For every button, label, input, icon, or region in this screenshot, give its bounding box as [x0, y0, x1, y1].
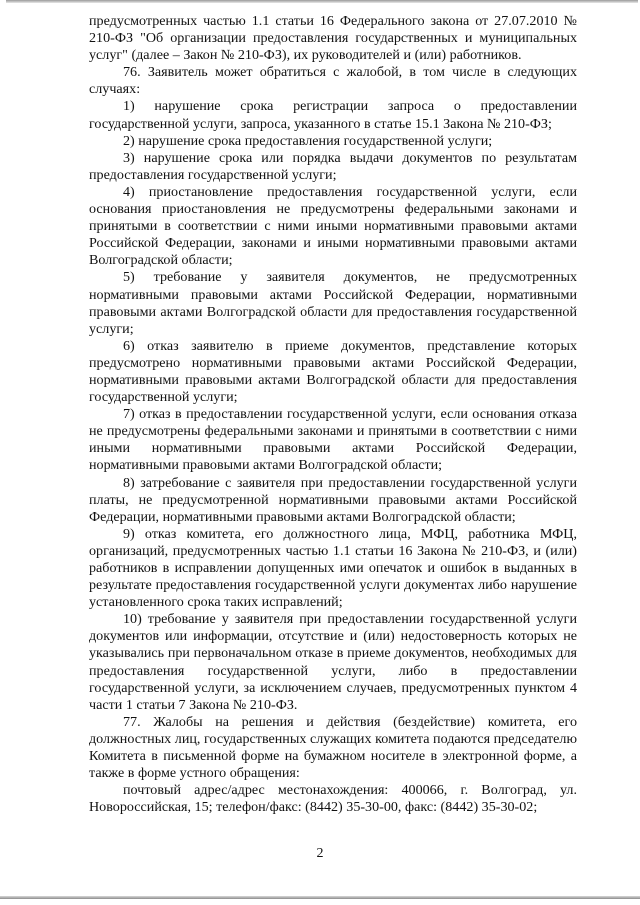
paragraph-10: 8) затребование с заявителя при предоставлении государственной услуги платы, не предусмотренной нормативными правовыми актами Российской Федерации, нормативными правовыми актами Волгоградской области;	[89, 474, 577, 525]
paragraph-8: 6) отказ заявителю в приеме документов, представление которых предусмотрено нормативными правовыми актами Российской Федерации, нормативными правовыми актами Волгоградской области для предоставления государственной услуги;	[89, 337, 577, 406]
paragraph-12: 10) требование у заявителя при предоставлении государственной услуги документов или информации, отсутствие и (или) недостоверность которых не указывались при первоначальном отказе в приеме документов, необходимых для предоставления государственной услуги, либо в предоставлении государственной услуги, за исключением случаев, предусмотренных пунктом 4 части 1 статьи 7 Закона № 210-ФЗ.	[89, 611, 577, 713]
paragraph-4: 2) нарушение срока предоставления государственной услуги;	[123, 132, 493, 149]
paragraph-7: 5) требование у заявителя документов, не предусмотренных нормативными правовыми актами Российской Федерации, нормативными правовыми актами Волгоградской области для предоставления государственной услуги;	[89, 269, 577, 337]
paragraph-5: 3) нарушение срока или порядка выдачи документов по результатам предоставления государственной услуги;	[89, 149, 577, 183]
paragraph-11: 9) отказ комитета, его должностного лица, МФЦ, работника МФЦ, организаций, предусмотренных частью 1.1 статьи 16 Закона № 210-ФЗ, и (или) работников в исправлении допущенных ими опечаток и ошибок в выданных в результате предоставления государственной услуги документах либо нарушение установленного срока таких исправлений;	[89, 525, 577, 611]
page-number: 2	[316, 846, 324, 861]
paragraph-3: 1) нарушение срока регистрации запроса о предоставлении государственной услуги, запроса, указанного в статье 15.1 Закона № 210-ФЗ;	[89, 98, 577, 132]
paragraph-9: 7) отказ в предоставлении государственной услуги, если основания отказа не предусмотрены федеральными законами и принятыми в соответствии с ними иными нормативными правовыми актами Российской Федерации, нормативными правовыми актами Волгоградской области;	[89, 406, 577, 474]
paragraph-2: 76. Заявитель может обратиться с жалобой, в том числе в следующих случаях:	[89, 64, 577, 98]
document-body	[89, 13, 577, 816]
scan-top-edge	[6, 0, 638, 3]
paragraph-6: 4) приостановление предоставления государственной услуги, если основания приостановления не предусмотрены федеральными законами и принятыми в соответствии с ними иными нормативными правовыми актами Российской Федерации, законами и иными нормативными правовыми актами Волгоградской области;	[89, 183, 577, 269]
paragraph-13: 77. Жалобы на решения и действия (бездействие) комитета, его должностных лиц, государственных служащих комитета подаются председателю Комитета в письменной форме на бумажном носителе в электронной форме, а также в форме устного обращения:	[89, 713, 577, 782]
scan-bottom-edge	[0, 896, 640, 899]
paragraph-1: предусмотренных частью 1.1 статьи 16 Федерального закона от 27.07.2010 № 210-ФЗ "Об организации предоставления государственных и муниципальных услуг" (далее – Закон № 210-ФЗ), их руководителей и (или) работников.	[89, 13, 577, 64]
paragraph-14: почтовый адрес/адрес местонахождения: 400066, г. Волгоград, ул. Новороссийская, 15; телефон/факс: (8442) 35-30-00, факс: (8442) 35-30-02;	[89, 782, 577, 816]
